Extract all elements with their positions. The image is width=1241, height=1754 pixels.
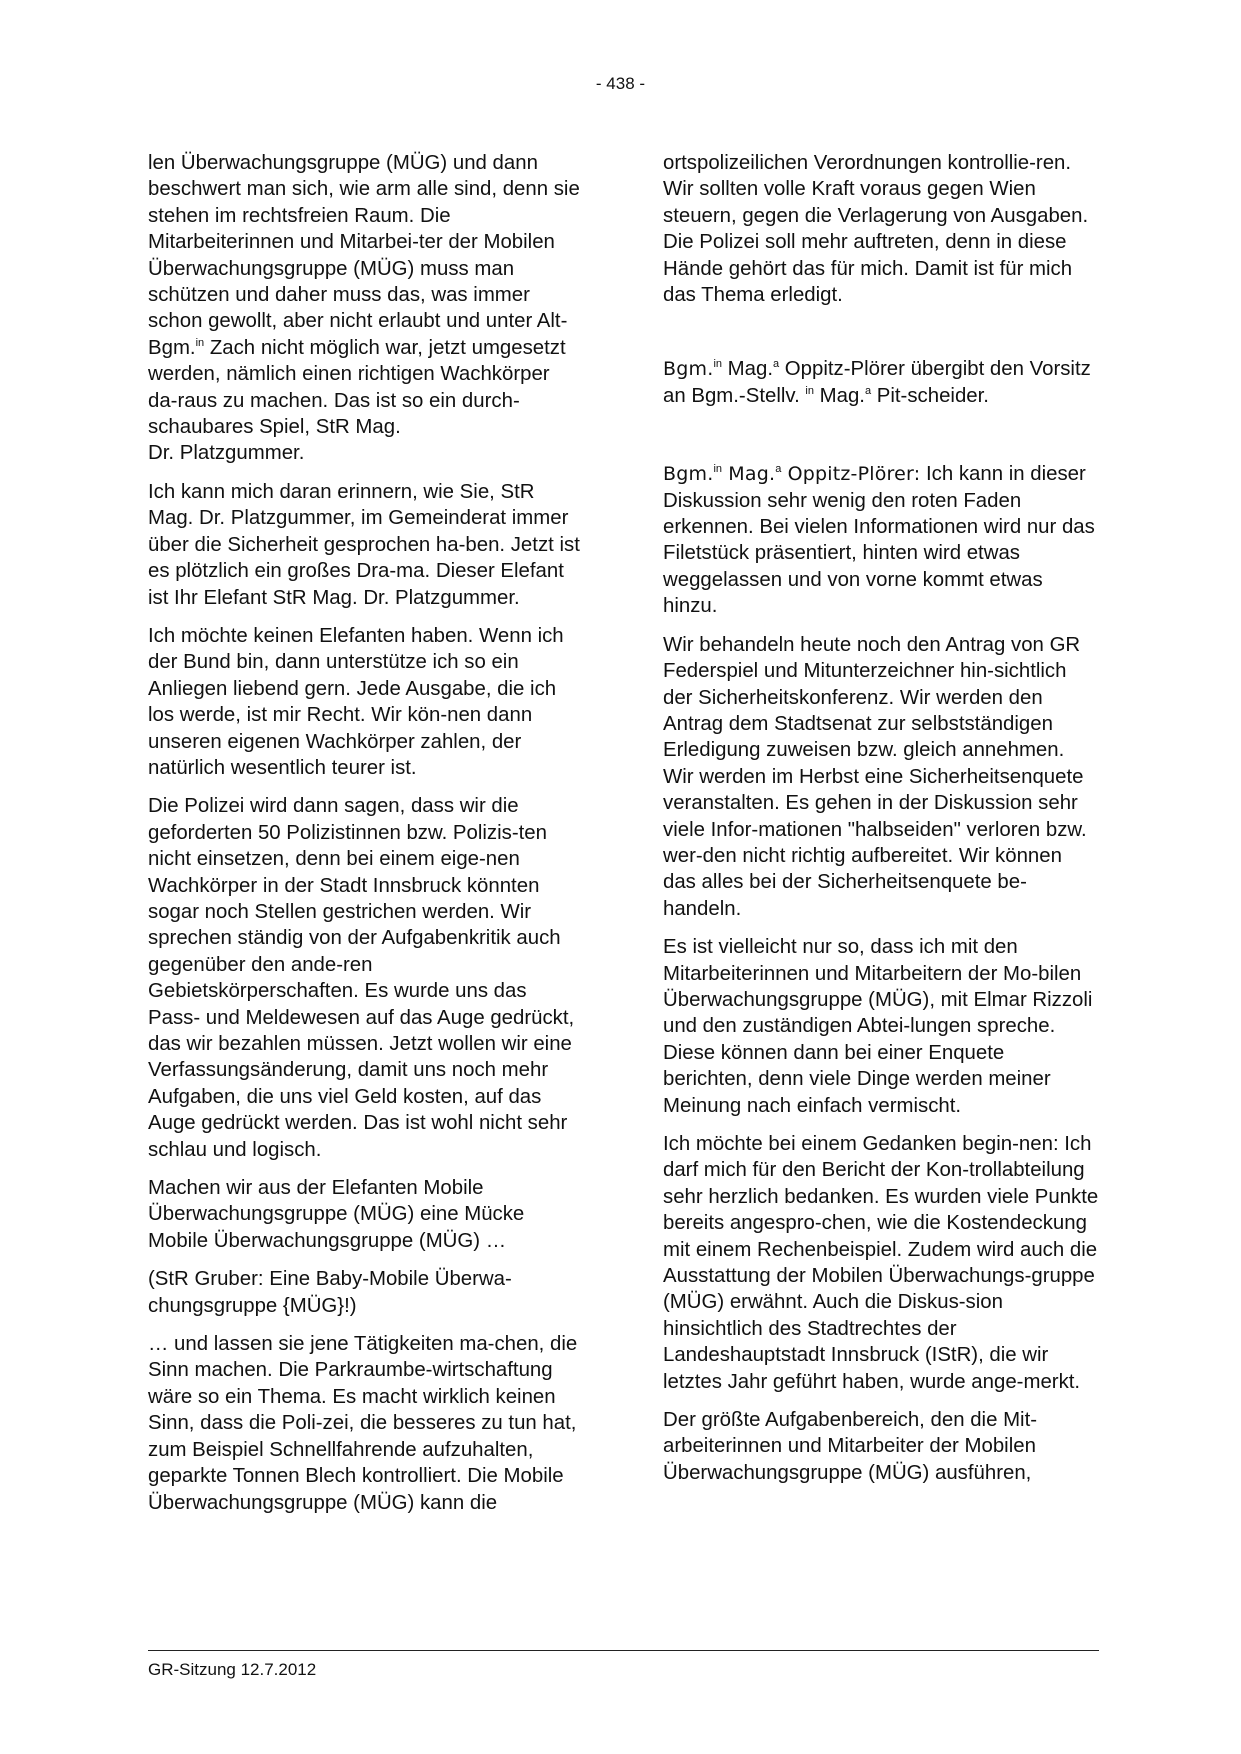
paragraph: Ich möchte keinen Elefanten haben. Wenn ich der Bund bin, dann unterstütze ich so ein Anliegen liebend gern. Jede Ausgabe, die ich los werde, ist mir Recht. Wir kön-nen dann unseren eigenen Wachkörper zahlen, der natürlich wesentlich teurer ist. bbox=[148, 624, 564, 779]
superscript: a bbox=[864, 385, 872, 398]
footer-divider bbox=[148, 1650, 1099, 1651]
superscript: in bbox=[805, 385, 814, 398]
paragraph: Die Polizei wird dann sagen, dass wir die geforderten 50 Polizistinnen bzw. Polizis-ten nicht einsetzen, denn bei einem eige-nen Wachkörper in der Stadt Innsbruck könnten sogar noch Stellen gestrichen werden. Wir sprechen ständig von der Aufgabenkritik auch gegenüber den ande-ren Gebietskörperschaften. Es wurde uns das Pass- und Meldewesen auf das Auge gedrückt, das wir bezahlen müssen. Jetzt wollen wir eine Verfassungsänderung, damit uns noch mehr Aufgaben, die uns viel Geld kosten, auf das Auge gedrückt werden. Das ist wohl nicht sehr schlau und logisch. bbox=[148, 795, 575, 1161]
paragraph: ortspolizeilichen Verordnungen kontrollie-ren. Wir sollten volle Kraft voraus gegen Wien steuern, gegen die Verlagerung von Ausgaben. Die Polizei soll mehr auftreten, denn in diese Hände gehört das für mich. Damit ist für mich das Thema erledigt. bbox=[663, 152, 1089, 307]
paragraph-text: Ich kann in dieser Diskussion sehr wenig den roten Faden erkennen. Bei vielen Informationen wird nur das Filetstück präsentiert, hinten wird etwas weggelassen und von vorne kommt etwas hinzu. bbox=[663, 463, 1095, 618]
page-number: - 438 - bbox=[595, 74, 646, 93]
note-text: Mag. bbox=[813, 384, 865, 407]
speaker-name: Oppitz-Plörer: bbox=[781, 463, 921, 486]
speaker-title: Bgm. bbox=[663, 358, 714, 381]
speaker-name: Bgm. bbox=[663, 463, 714, 486]
paragraph: Wir behandeln heute noch den Antrag von GR Federspiel und Mitunterzeichner hin-sichtlich der Sicherheitskonferenz. Wir werden den Antrag dem Stadtsenat zur selbstständigen Erledigung zuweisen bzw. gleich annehmen. Wir werden im Herbst eine Sicherheitsenquete veranstalten. Es gehen in der Diskussion sehr viele Infor-mationen "halbseiden" verloren bzw. wer-den nicht richtig aufbereitet. Wir können das alles bei der Sicherheitsenquete be-handeln. bbox=[663, 633, 1087, 920]
paragraph: Ich kann mich daran erinnern, wie Sie, StR Mag. Dr. Platzgummer, im Gemeinderat immer über die Sicherheit gesprochen ha-ben. Jetzt ist es plötzlich ein großes Dra-ma. Dieser Elefant ist Ihr Elefant StR Mag. Dr. Platzgummer. bbox=[148, 480, 580, 609]
paragraph: Machen wir aus der Elefanten Mobile Überwachungsgruppe (MÜG) eine Mücke Mobile Überwachungsgruppe (MÜG) … bbox=[148, 1177, 525, 1252]
paragraph: … und lassen sie jene Tätigkeiten ma-chen, die Sinn machen. Die Parkraumbe-wirtschaftung wäre so ein Thema. Es macht wirklich keinen Sinn, dass die Poli-zei, die besseres zu tun hat, zum Beispiel Schnellfahrende aufzuhalten, geparkte Tonnen Blech kontrolliert. Die Mobile Überwachungsgruppe (MÜG) kann die bbox=[148, 1333, 578, 1514]
interjection: (StR Gruber: Eine Baby-Mobile Überwa-chungsgruppe {MÜG}!) bbox=[148, 1268, 512, 1317]
superscript: in bbox=[195, 337, 205, 350]
paragraph: Der größte Aufgabenbereich, den die Mit-arbeiterinnen und Mitarbeiter der Mobilen Überwachungsgruppe (MÜG) ausführen, bbox=[663, 1409, 1038, 1484]
superscript: a bbox=[773, 358, 780, 371]
paragraph: Dr. Platzgummer. bbox=[148, 442, 305, 465]
speaker-paragraph bbox=[663, 461, 1099, 619]
paragraph-text: len Überwachungsgruppe (MÜG) und dann beschwert man sich, wie arm alle sind, denn sie stehen im rechtsfreien Raum. Die Mitarbeiterinnen und Mitarbei-ter der Mobilen Überwachungsgruppe (MÜG) muss man schützen und daher muss das, was immer schon gewollt, aber nicht erlaubt und unter Alt-Bgm. bbox=[148, 152, 580, 359]
paragraph-text: Zach nicht möglich war, jetzt umgesetzt werden, nämlich einen richtigen Wachkörper da-raus zu machen. Das ist so ein durch-schaubares Spiel, StR Mag. bbox=[148, 336, 566, 439]
note-text: Oppitz-Plörer übergibt den Vorsitz an Bgm.-Stellv. bbox=[663, 358, 1091, 407]
superscript: in bbox=[713, 358, 723, 371]
footer-text: GR-Sitzung 12.7.2012 bbox=[148, 1660, 317, 1679]
right-column bbox=[663, 150, 1099, 1498]
left-column bbox=[148, 150, 584, 1528]
superscript: in bbox=[713, 463, 723, 476]
paragraph: Ich möchte bei einem Gedanken begin-nen: Ich darf mich für den Bericht der Kon-trollabteilung sehr herzlich bedanken. Es wurden viele Punkte bereits angespro-chen, wie die Kostendeckung mit einem Rechenbeispiel. Zudem wird auch die Ausstattung der Mobilen Überwachungs-gruppe (MÜG) erwähnt. Auch die Diskus-sion hinsichtlich des Stadtrechtes der Landeshauptstadt Innsbruck (IStR), die wir letztes Jahr geführt haben, wurde ange-merkt. bbox=[663, 1133, 1099, 1393]
superscript: a bbox=[775, 463, 782, 476]
note-text: Pit-scheider. bbox=[871, 384, 989, 407]
procedural-note bbox=[663, 356, 1099, 409]
paragraph bbox=[148, 150, 584, 440]
speaker-name: Mag. bbox=[722, 463, 776, 486]
paragraph: Es ist vielleicht nur so, dass ich mit den Mitarbeiterinnen und Mitarbeitern der Mo-bilen Überwachungsgruppe (MÜG), mit Elmar Rizzoli und den zuständigen Abtei-lungen spreche. Diese können dann bei einer Enquete berichten, denn viele Dinge werden meiner Meinung nach einfach vermischt. bbox=[663, 936, 1093, 1117]
note-text: Mag. bbox=[722, 358, 774, 381]
